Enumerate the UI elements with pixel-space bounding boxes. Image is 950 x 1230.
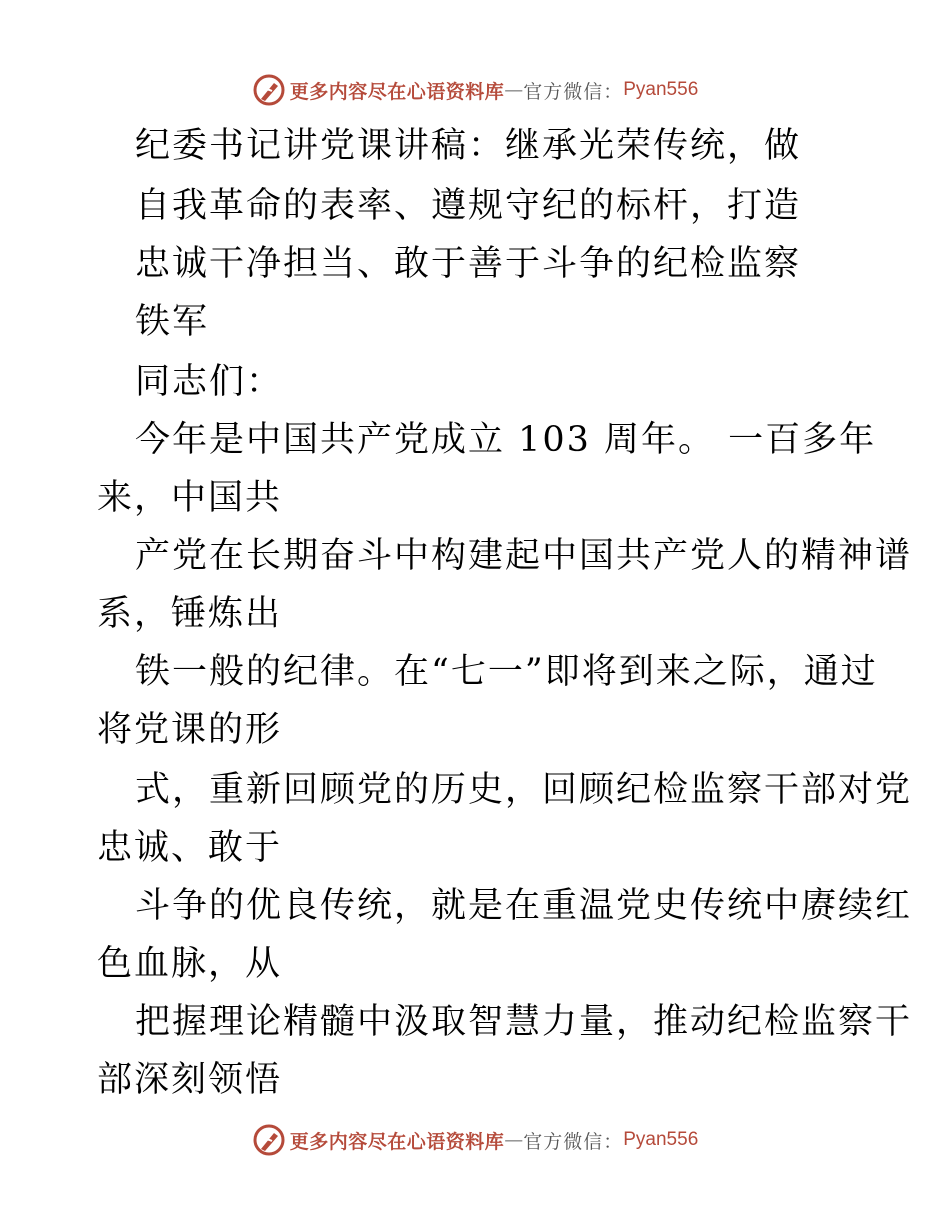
body-line: 斗争的优良传统，就是在重温党史传统中赓续红	[135, 886, 913, 926]
header-banner	[0, 70, 950, 110]
body-line: 将党课的形	[97, 710, 283, 750]
banner-wechat-label: 官方微信：	[523, 80, 624, 103]
footer-banner	[0, 1120, 950, 1160]
title-line-4: 铁军	[135, 302, 210, 342]
banner-dash: —	[504, 79, 524, 101]
banner-dash: —	[504, 1129, 524, 1151]
body-line: 今年是中国共产党成立 103 周年。 一百多年	[135, 420, 877, 460]
body-line: 铁一般的纪律。在“七一”即将到来之际，通过	[135, 652, 878, 692]
title-line-1: 纪委书记讲党课讲稿：继承光荣传统，做	[135, 126, 802, 166]
banner-source-text: 更多内容尽在心语资料库	[289, 80, 505, 103]
body-line: 系，锤炼出	[97, 594, 283, 634]
body-line: 色血脉，从	[97, 944, 283, 984]
body-line: 把握理论精髓中汲取智慧力量，推动纪检监察干	[135, 1002, 913, 1042]
body-line: 部深刻领悟	[97, 1060, 283, 1100]
title-line-3: 忠诚干净担当、敢于善于斗争的纪检监察	[135, 244, 802, 284]
salutation: 同志们：	[135, 362, 284, 402]
circle-pen-logo-icon	[252, 1123, 286, 1157]
circle-pen-logo-icon	[252, 73, 286, 107]
body-line: 来，中国共	[97, 478, 283, 518]
banner-source-text: 更多内容尽在心语资料库	[289, 1130, 505, 1153]
body-line: 产党在长期奋斗中构建起中国共产党人的精神谱	[135, 536, 913, 576]
banner-wechat-id: Pyan556	[623, 79, 699, 100]
body-line: 忠诚、敢于	[97, 828, 283, 868]
body-line: 式，重新回顾党的历史，回顾纪检监察干部对党	[135, 770, 913, 810]
banner-wechat-label: 官方微信：	[523, 1130, 624, 1153]
banner-wechat-id: Pyan556	[623, 1129, 699, 1150]
title-line-2: 自我革命的表率、遵规守纪的标杆，打造	[135, 186, 802, 226]
